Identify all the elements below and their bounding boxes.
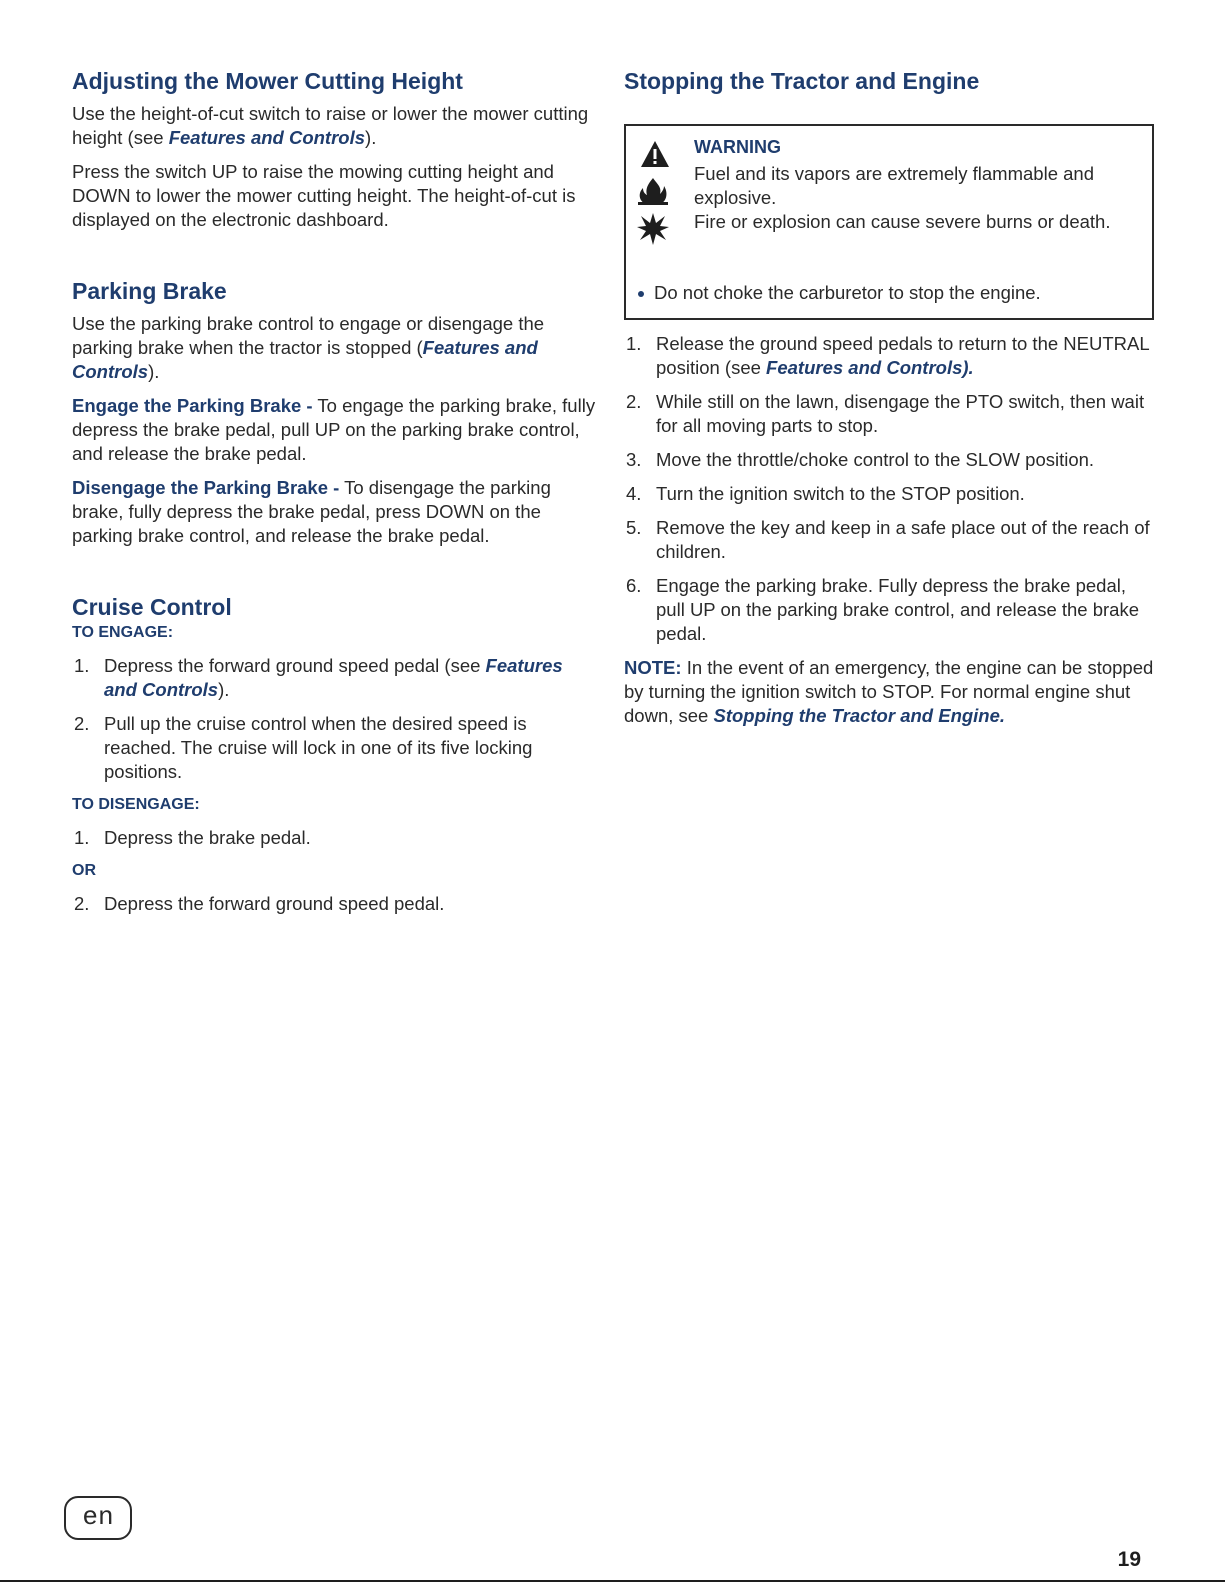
cross-reference: Stopping the Tractor and Engine. — [713, 705, 1006, 726]
stopping-steps-list — [624, 332, 1154, 646]
list-item: 2. Pull up the cruise control when the desired speed is reached. The cruise will lock in one of its five locking positions. — [74, 713, 533, 782]
note-paragraph: NOTE: In the event of an emergency, the engine can be stopped by turning the ignition switch to STOP. For normal engine shut down, see Stopping the Tractor and Engine. — [624, 657, 1154, 726]
warning-text — [694, 136, 1138, 234]
warning-box — [624, 124, 1154, 320]
list-item: 2. While still on the lawn, disengage the PTO switch, then wait for all moving parts to stop. — [626, 391, 1145, 436]
warning-triangle-icon — [640, 140, 670, 168]
page-number: 19 — [1117, 1548, 1141, 1571]
cross-reference: Features and Controls — [168, 127, 366, 148]
explosion-icon — [636, 212, 670, 246]
flammable-icon — [636, 176, 670, 206]
parking-brake-section — [72, 276, 597, 548]
note-label: NOTE: — [624, 657, 682, 678]
subheading: TO ENGAGE: — [72, 624, 174, 641]
list-item: 2. Depress the forward ground speed pedal. — [74, 893, 445, 914]
or-label: OR — [72, 862, 96, 879]
run-in-label: Disengage the Parking Brake - — [72, 477, 340, 498]
warning-line: Fuel and its vapors are extremely flammable and explosive. — [694, 163, 1094, 208]
mower-height-section — [72, 66, 597, 232]
section-title: Stopping the Tractor and Engine — [624, 68, 980, 94]
right-column — [624, 66, 1154, 728]
list-item: 6. Engage the parking brake. Fully depress the brake pedal, pull UP on the parking brake control, and release the brake pedal. — [626, 575, 1140, 644]
warning-icons — [636, 140, 676, 246]
list-item: 1. Depress the brake pedal. — [74, 827, 311, 848]
list-item: 1. Depress the forward ground speed pedal (see Features and Controls). — [74, 655, 563, 700]
warning-line: Fire or explosion can cause severe burns or death. — [694, 211, 1111, 232]
engage-steps-list — [72, 654, 597, 784]
warning-bullet: Do not choke the carburetor to stop the engine. — [636, 282, 1041, 304]
section-title: Parking Brake — [72, 278, 227, 304]
list-item: 1. Release the ground speed pedals to return to the NEUTRAL position (see Features and Controls). — [626, 333, 1149, 378]
section-title: Cruise Control — [72, 594, 232, 620]
disengage-steps-list-alt — [72, 892, 597, 916]
cross-reference: Features and Controls). — [766, 357, 974, 378]
list-item: 4. Turn the ignition switch to the STOP position. — [626, 483, 1025, 504]
cruise-control-section — [72, 592, 597, 916]
disengage-steps-list — [72, 826, 597, 850]
paragraph: Press the switch UP to raise the mowing cutting height and DOWN to lower the mower cutting height. The height-of-cut is displayed on the electronic dashboard. — [72, 161, 576, 230]
list-item: 3. Move the throttle/choke control to the SLOW position. — [626, 449, 1095, 470]
bottom-rule — [0, 1580, 1225, 1582]
paragraph: Use the parking brake control to engage or disengage the parking brake when the tractor is stopped (Features and Controls). — [72, 313, 545, 382]
cross-reference: Features and Controls — [104, 655, 563, 700]
left-column — [72, 66, 597, 916]
run-in-label: Engage the Parking Brake - — [72, 395, 313, 416]
list-item: 5. Remove the key and keep in a safe place out of the reach of children. — [626, 517, 1150, 562]
bullet-icon — [638, 291, 644, 297]
paragraph: Engage the Parking Brake - To engage the parking brake, fully depress the brake pedal, pull UP on the parking brake control, and release the brake pedal. — [72, 395, 596, 464]
subheading: TO DISENGAGE: — [72, 796, 200, 813]
stopping-section — [624, 66, 1154, 728]
warning-title: WARNING — [694, 137, 781, 157]
paragraph: Use the height-of-cut switch to raise or lower the mower cutting height (see Features and Controls). — [72, 103, 589, 148]
section-title: Adjusting the Mower Cutting Height — [72, 68, 463, 94]
paragraph: Disengage the Parking Brake - To disengage the parking brake, fully depress the brake pedal, press DOWN on the parking brake control, and release the brake pedal. — [72, 477, 551, 546]
cross-reference: Features and Controls — [72, 337, 538, 382]
language-badge: en — [64, 1496, 132, 1540]
